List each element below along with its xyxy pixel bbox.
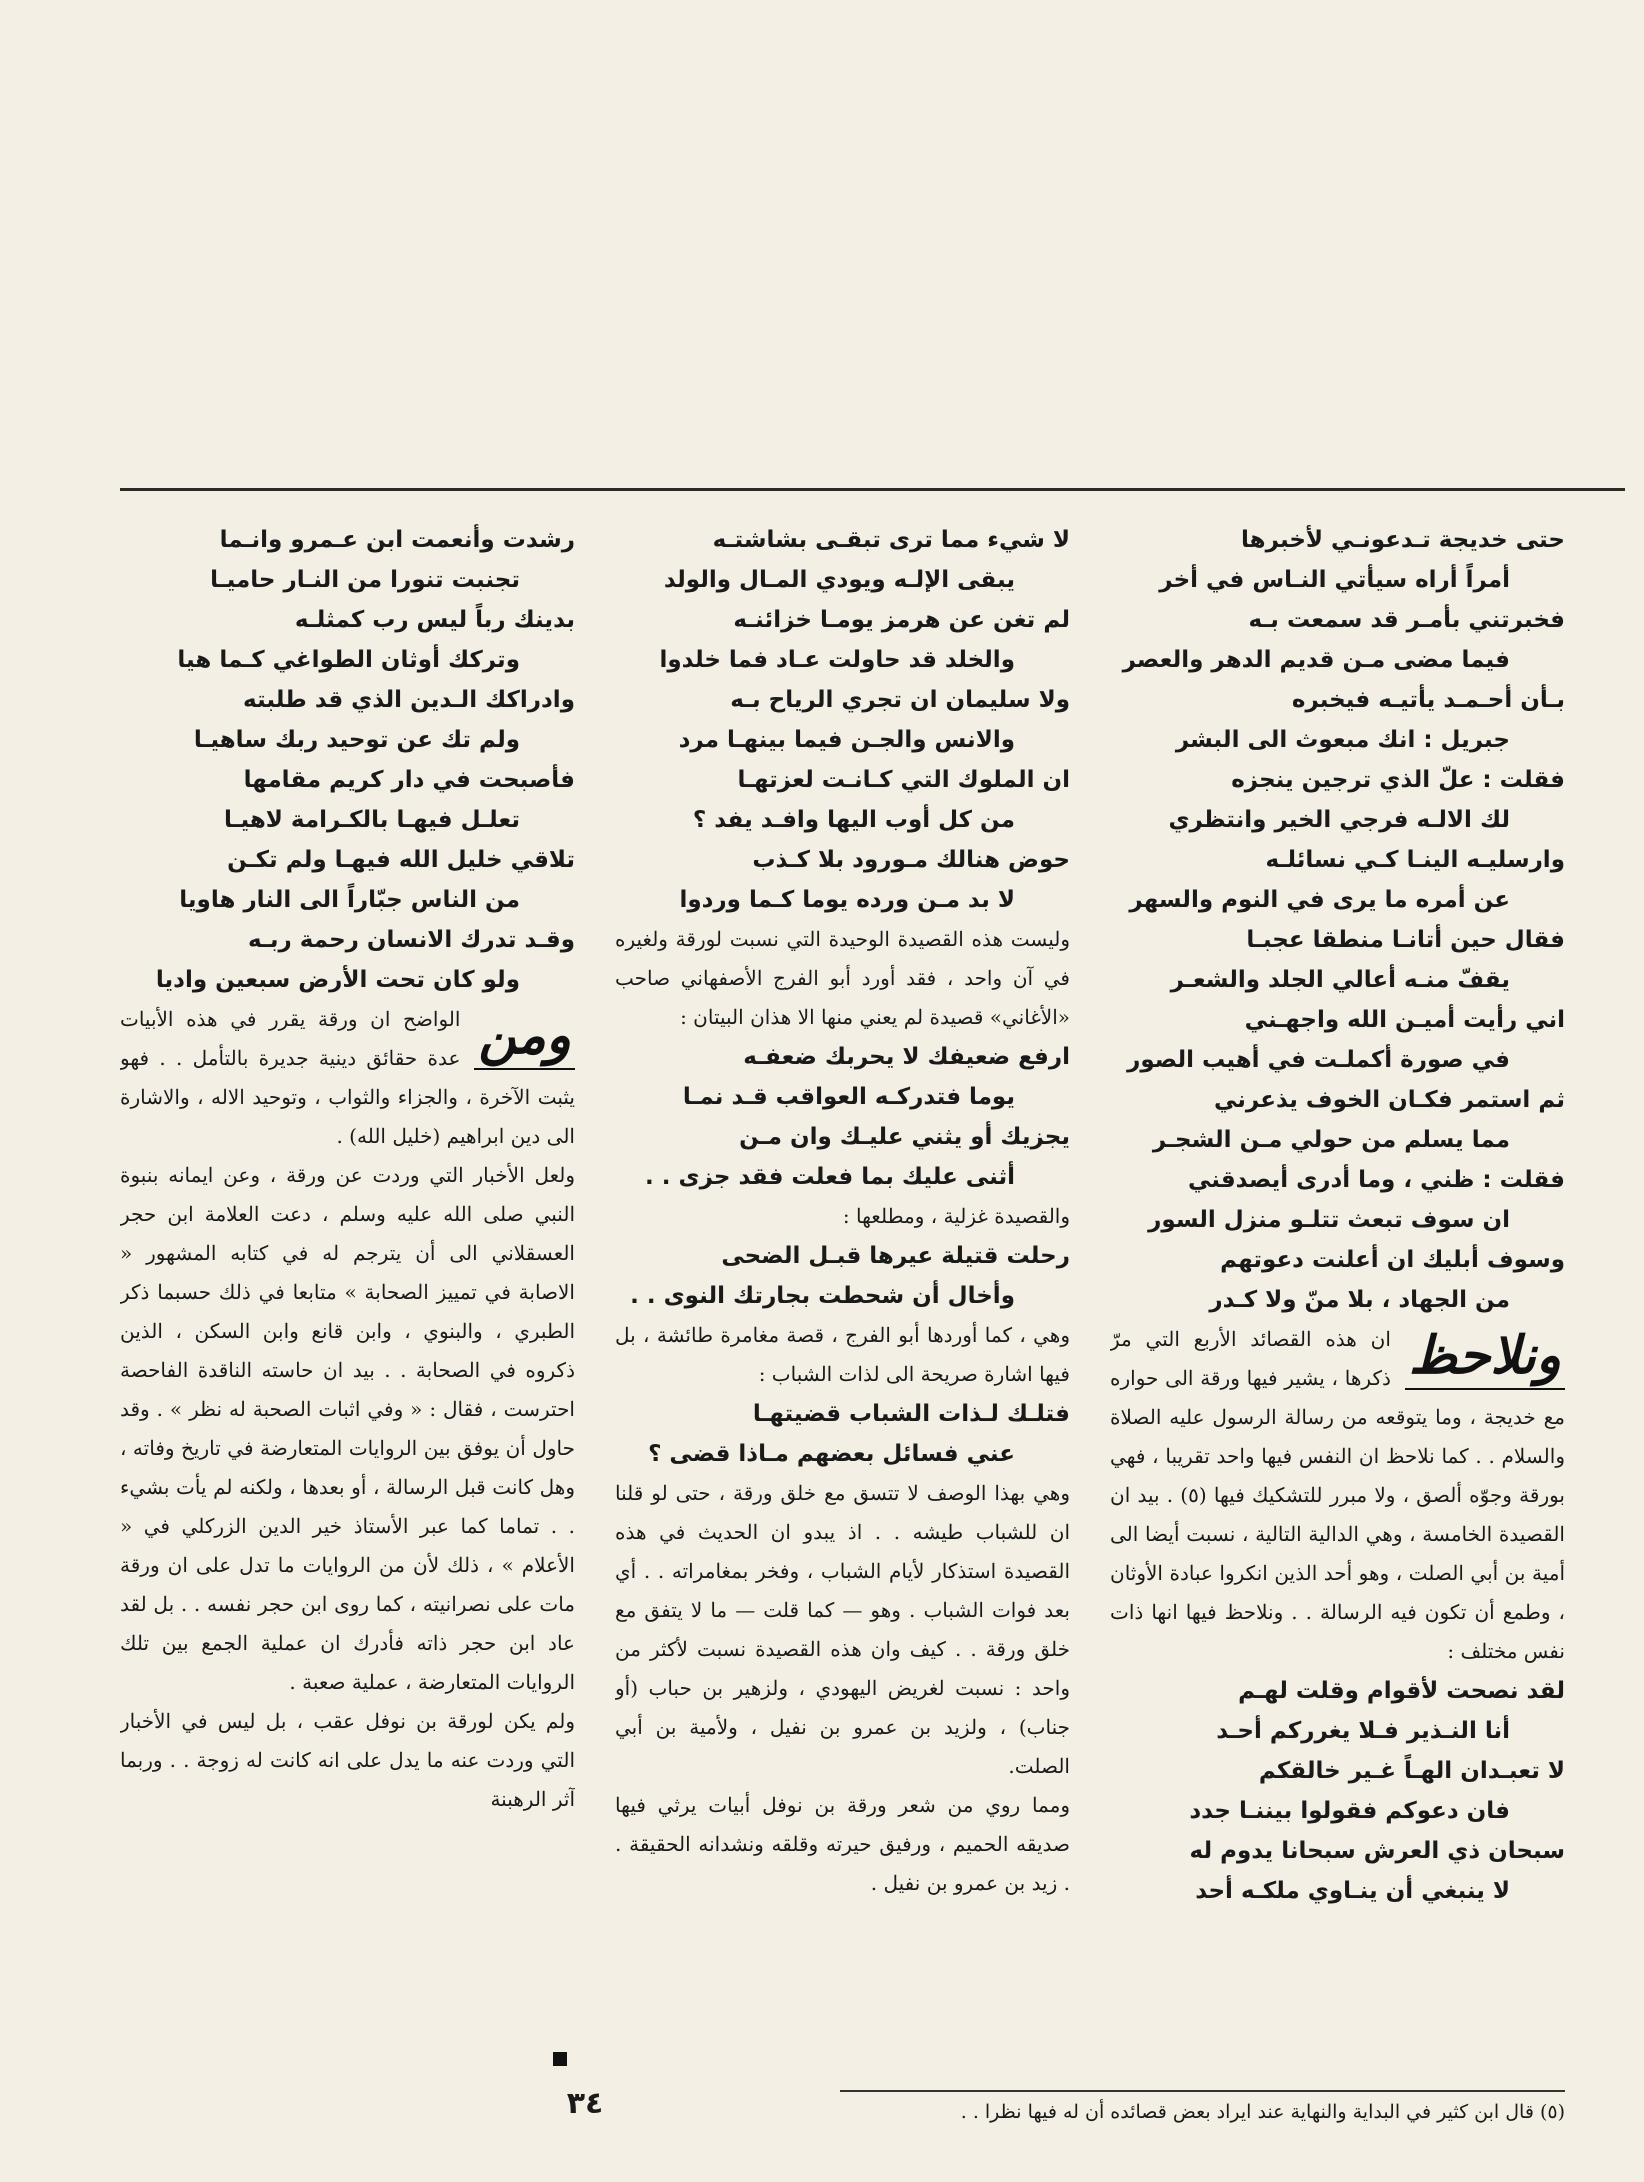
verse-line: رشدت وأنعمت ابن عـمرو وانـما bbox=[219, 527, 575, 553]
paragraph-with-dropcap bbox=[1110, 1320, 1565, 1671]
verse-line: تعلـل فيهـا بالكـرامة لاهيـا bbox=[223, 807, 520, 833]
verse-line: جبريل : انك مبعوث الى البشر bbox=[1175, 727, 1510, 753]
verse-line: في صورة أكملـت في أهيب الصور bbox=[1127, 1047, 1510, 1073]
verse-line: يقفّ منـه أعالي الجلد والشعـر bbox=[1170, 967, 1510, 993]
footnote: (٥) قال ابن كثير في البداية والنهاية عند ايراد بعض قصائده أن له فيها نظرا . . bbox=[960, 2101, 1565, 2123]
body-paragraph: ان هذه القصائد الأربع التي مرّ ذكرها ، يشير فيها ورقة الى حواره مع خديجة ، وما يتوقعه من رسالة الرسول عليه الصلاة والسلام . . كما نلاحظ ان النفس فيها واحد تقريبا ، فهي بورقة وجوّه ألصق ، ولا مبرر للتشكيك فيها (٥) . بيد ان القصيدة الخامسة ، وهي الدالية التالية ، نسبت أيضا الى أمية بن أبي الصلت ، وهو أحد الذين انكروا عبادة الأوثان ، وطمع أن تكون فيه الرسالة . . ونلاحظ فيها انها ذات نفس مختلف : bbox=[1110, 1327, 1565, 1663]
column-left bbox=[120, 520, 575, 2040]
verse-line: فتلـك لـذات الشباب قضيتهـا bbox=[752, 1401, 1070, 1427]
verse-line: وارسليـه الينـا كـي نسائلـه bbox=[1265, 847, 1565, 873]
footnote-rule bbox=[840, 2090, 1565, 2092]
verse-block bbox=[615, 1037, 1070, 1197]
verse-line: لم تغن عن هرمز يومـا خزائنـه bbox=[733, 607, 1070, 633]
verse-line: والخلد قد حاولت عـاد فما خلدوا bbox=[659, 647, 1015, 673]
verse-line: ان سوف تبعث تتلـو منزل السور bbox=[1148, 1207, 1510, 1233]
verse-line: ولو كان تحت الأرض سبعين واديا bbox=[155, 967, 520, 993]
verse-line: بدينك رباً ليس رب كمثلـه bbox=[294, 607, 575, 633]
verse-line: لا ينبغي أن ينـاوي ملكـه أحد bbox=[1195, 1878, 1510, 1904]
verse-line: فقلت : علّ الذي ترجين ينجزه bbox=[1231, 767, 1565, 793]
verse-line: يبقى الإلـه ويودي المـال والولد bbox=[663, 567, 1015, 593]
verse-line: لا بد مـن ورده يوما كـما وردوا bbox=[679, 887, 1015, 913]
verse-line: والانس والجـن فيما بينهـا مرد bbox=[678, 727, 1015, 753]
verse-line: لقد نصحت لأقوام وقلت لهـم bbox=[1238, 1678, 1565, 1704]
verse-line: حتى خديجة تـدعونـي لأخبرها bbox=[1241, 527, 1565, 553]
verse-block bbox=[1110, 520, 1565, 1320]
verse-line: وقـد تدرك الانسان رحمة ربـه bbox=[248, 927, 575, 953]
end-of-article-mark bbox=[553, 2052, 567, 2066]
verse-line: اني رأيت أميـن الله واجهـني bbox=[1244, 1007, 1565, 1033]
verse-line: ولا سليمان ان تجري الرياح بـه bbox=[730, 687, 1070, 713]
verse-line: فقلت : ظني ، وما أدرى أيصدقني bbox=[1187, 1167, 1565, 1193]
verse-line: سبحان ذي العرش سبحانا يدوم له bbox=[1189, 1838, 1565, 1864]
text-columns bbox=[120, 520, 1565, 2040]
verse-block bbox=[1110, 1671, 1565, 1911]
verse-line: لك الالـه فرجي الخير وانتظري bbox=[1168, 807, 1510, 833]
dropcap-word: ومن bbox=[474, 1004, 575, 1070]
verse-line: أمراً أراه سيأتي النـاس في أخر bbox=[1159, 567, 1510, 593]
verse-line: ولم تك عن توحيد ربك ساهيـا bbox=[193, 727, 520, 753]
verse-line: فأصبحت في دار كريم مقامها bbox=[243, 767, 575, 793]
verse-line: أثنى عليك بما فعلت فقد جزى . . bbox=[645, 1164, 1015, 1190]
verse-line: حوض هنالك مـورود بلا كـذب bbox=[752, 847, 1070, 873]
verse-line: يجزيك أو يثني عليـك وان مـن bbox=[739, 1124, 1070, 1150]
body-paragraph: ولعل الأخبار التي وردت عن ورقة ، وعن ايمانه بنبوة النبي صلى الله عليه وسلم ، دعت العلامة ابن حجر العسقلاني الى أن يترجم له في كتابه المشهور « الاصابة في تمييز الصحابة » متابعا في ذلك حسبما ذكر الطبري ، والبنوي ، وابن قانع وابن السكن ، الذين ذكروه في الصحابة . . بيد ان حاسته الناقدة الفاحصة احترست ، فقال : « وفي اثبات الصحبة له نظر » . وقد حاول أن يوفق بين الروايات المتعارضة في تاريخ وفاته ، وهل كانت قبل الرسالة ، أو بعدها ، ولكنه لم يأت بشيء . . تماما كما عبر الأستاذ خير الدين الزركلي في « الأعلام » ، ذلك لأن من الروايات ما تدل على ان ورقة مات على نصرانيته ، كما روى ابن حجر نفسه . . بل لقد عاد ابن حجر ذاته فأدرك ان عملية الجمع بين تلك الروايات المتعارضة ، عملية صعبة . bbox=[120, 1163, 575, 1694]
verse-line: من الجهاد ، بلا منّ ولا كـدر bbox=[1209, 1287, 1510, 1313]
page-number: ٣٤ bbox=[566, 2086, 604, 2121]
body-paragraph: ومما روي من شعر ورقة بن نوفل أبيات يرثي فيها صديقه الحميم ، ورفيق حيرته وقلقه ونشدانه الحقيقة . . زيد بن عمرو بن نفيل . bbox=[615, 1793, 1070, 1895]
verse-line: لا شيء مما ترى تبقـى بشاشتـه bbox=[712, 527, 1070, 553]
verse-line: من الناس جبّاراً الى النار هاويا bbox=[179, 887, 520, 913]
verse-line: يوما فتدركـه العواقب قـد نمـا bbox=[682, 1084, 1015, 1110]
verse-line: فخبرتني بأمـر قد سمعت بـه bbox=[1248, 607, 1565, 633]
verse-line: بـأن أحـمـد يأتيـه فيخبره bbox=[1291, 687, 1565, 713]
column-middle bbox=[615, 520, 1070, 2040]
body-paragraph: الواضح ان ورقة يقرر في هذه الأبيات عدة حقائق دينية جديرة بالتأمل . . فهو يثبت الآخرة ، والجزاء والثواب ، وتوحيد الاله ، والاشارة الى دين ابراهيم (خليل الله) . bbox=[120, 1007, 575, 1148]
verse-line: أنا النـذير فـلا يغرركم أحـد bbox=[1216, 1718, 1510, 1744]
verse-line: وادراكك الـدين الذي قد طلبته bbox=[243, 687, 575, 713]
verse-line: مما يسلم من حولي مـن الشجـر bbox=[1152, 1127, 1510, 1153]
verse-line: من كل أوب اليها وافـد يفد ؟ bbox=[692, 807, 1015, 833]
body-paragraph: وهي بهذا الوصف لا تتسق مع خلق ورقة ، حتى لو قلنا ان للشباب طيشه . . اذ يبدو ان الحديث في هذه القصيدة استذكار لأيام الشباب ، وفخر بمغامراته . . أي بعد فوات الشباب . وهو — كما قلت — ما لا يتفق مع خلق ورقة . . كيف وان هذه القصيدة نسبت لأكثر من واحد : نسبت لغريض اليهودي ، ولزهير بن حباب (أو جناب) ، ولزيد بن عمرو بن نفيل ، ولأمية بن أبي الصلت. bbox=[615, 1481, 1070, 1778]
verse-line: ان الملوك التي كـانـت لعزتهـا bbox=[737, 767, 1070, 793]
paragraph-with-dropcap bbox=[120, 1000, 575, 1156]
verse-line: تجنبت تنورا من النـار حاميـا bbox=[210, 567, 520, 593]
verse-line: تلاقي خليل الله فيهـا ولم تكـن bbox=[227, 847, 575, 873]
verse-line: عني فسائل بعضهم مـاذا قضى ؟ bbox=[648, 1441, 1015, 1467]
verse-block bbox=[615, 1394, 1070, 1474]
body-paragraph: ولم يكن لورقة بن نوفل عقب ، بل ليس في الأخبار التي وردت عنه ما يدل على انه كانت له زوجة . . وربما آثر الرهبنة bbox=[120, 1709, 575, 1811]
verse-line: ارفع ضعيفك لا يحربك ضعفـه bbox=[743, 1044, 1070, 1070]
body-paragraph: وليست هذه القصيدة الوحيدة التي نسبت لورقة ولغيره في آن واحد ، فقد أورد أبو الفرج الأصفهاني صاحب «الأغاني» قصيدة لم يعني منها الا هذان البيتان : bbox=[615, 927, 1070, 1029]
verse-line: لا تعبـدان الهـاً غـير خالقكم bbox=[1258, 1758, 1565, 1784]
verse-line: فقال حين أتانـا منطقا عجبـا bbox=[1246, 927, 1565, 953]
verse-line: رحلت قتيلة عيرها قبـل الضحى bbox=[721, 1243, 1070, 1269]
verse-block bbox=[615, 1236, 1070, 1316]
verse-line: ثم استمر فكـان الخوف يذعرني bbox=[1214, 1087, 1565, 1113]
verse-block bbox=[120, 520, 575, 1000]
top-divider-rule bbox=[120, 488, 1625, 491]
verse-line: وسوف أبليك ان أعلنت دعوتهم bbox=[1220, 1247, 1565, 1273]
column-right bbox=[1110, 520, 1565, 2040]
verse-block bbox=[615, 520, 1070, 920]
body-paragraph: وهي ، كما أوردها أبو الفرج ، قصة مغامرة طائشة ، بل فيها اشارة صريحة الى لذات الشباب : bbox=[615, 1323, 1070, 1386]
blank-top-area bbox=[0, 0, 1644, 485]
verse-line: عن أمره ما يرى في النوم والسهر bbox=[1129, 887, 1510, 913]
verse-line: وتركك أوثان الطواغي كـما هيا bbox=[177, 647, 520, 673]
verse-line: وأخال أن شحطت بجارتك النوى . . bbox=[630, 1283, 1015, 1309]
dropcap-word: ونلاحظ bbox=[1405, 1324, 1565, 1390]
body-paragraph: والقصيدة غزلية ، ومطلعها : bbox=[842, 1204, 1070, 1228]
verse-line: فان دعوكم فقولوا بيننـا جدد bbox=[1189, 1798, 1510, 1824]
verse-line: فيما مضى مـن قديم الدهر والعصر bbox=[1122, 647, 1510, 673]
